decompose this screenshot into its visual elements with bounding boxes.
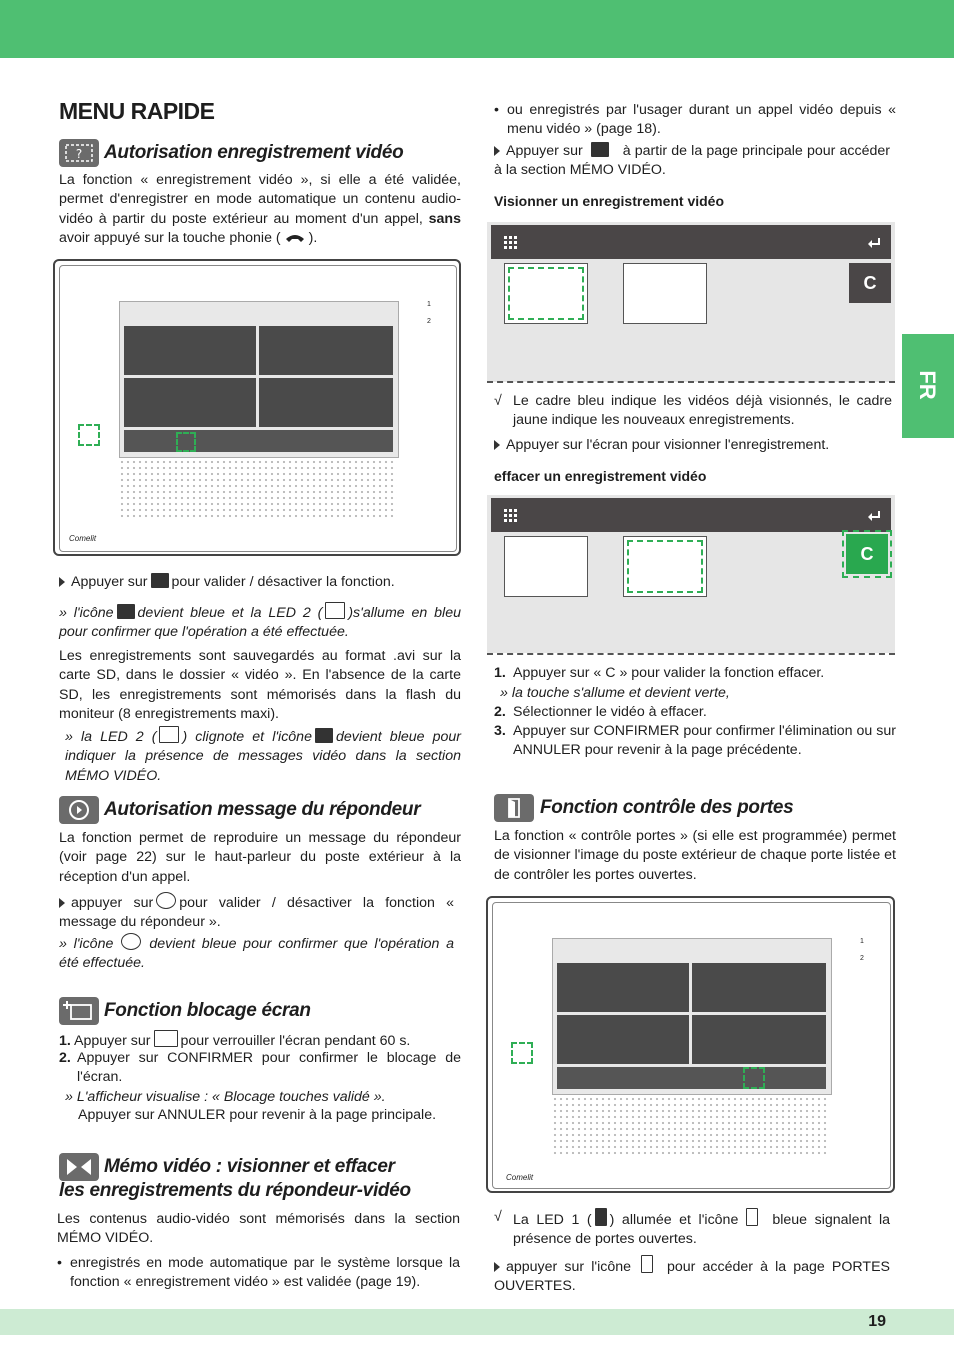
section-heading-lock: Fonction blocage écran [104,1000,311,1021]
grid-icon[interactable] [504,236,518,250]
door-control-icon [494,794,534,822]
view-check: √ Le cadre bleu indique les vidéos déjà visionnés, le cadre jaune indique les nouveaux enregistrements. [494,393,892,429]
video-rec-note-2: » la LED 2 ( ) clignote et l'icône devient bleue pour indiquer la présence de messages vidéo dans la section MÉMO VIDÉO. [65,726,461,786]
delete-step-1-note: » la touche s'allume et devient verte, [500,685,730,701]
memo-step: Appuyer sur à partir de la page principale pour accéder à la section MÉMO VIDÉO. [494,143,890,179]
footer-bar [0,1309,954,1335]
delete-step-1-text: Appuyer sur « C » pour valider la fonction effacer. [513,665,825,681]
led-1-label: 1 [427,301,431,308]
delete-c-button-active[interactable]: C [846,534,888,574]
led-2-label-2: 2 [860,955,864,962]
video-thumb-viewed[interactable] [623,263,707,324]
memo-para: Les contenus audio-vidéo sont mémorisés dans la section MÉMO VIDÉO. [57,1211,460,1247]
language-label: FR [915,370,940,400]
view-topbar [491,225,891,259]
section-heading-doors: Fonction contrôle des portes [540,797,794,818]
video-rec-intro: La fonction « enregistrement vidéo », si elle a été validée, permet d'enregistrer en mode automatique un contenu audio-vidéo à partir du poste extérieur au moment d'un appel, sans avoir appuyé sur la touche phonie ( ). [59,172,461,247]
back-icon-2[interactable] [867,510,881,522]
lock-step-1: 1. Appuyer sur pour verrouiller l'écran pendant 60 s. [59,1030,461,1051]
answering-para: La fonction permet de reproduire un message du répondeur (voir page 22) sur le haut-parleur du poste extérieur à la réception d'un appel. [59,830,461,885]
view-step: Appuyer sur l'écran pour visionner l'enregistrement. [494,436,892,455]
delete-heading: effacer un enregistrement vidéo [494,468,707,484]
lock-note-2: Appuyer sur ANNULER pour revenir à la page principale. [78,1107,437,1123]
section-heading-answering: Autorisation message du répondeur [104,799,421,820]
brand-logo: Comelit [69,534,97,543]
video-record-icon-inline [151,573,169,588]
lock-note: » L'afficheur visualise : « Blocage touches validé ». [65,1089,386,1105]
brand-logo-2: Comelit [506,1173,534,1182]
page-title: MENU RAPIDE [59,98,215,124]
video-rec-para: Les enregistrements sont sauvegardés au format .avi sur la carte SD, dans le dossier « vidéo ». En l'absence de la carte SD, les enregistrements sont mémorisés dans la flash du moniteur (8 enregistrements maxi). [59,648,461,723]
led-2-label: 2 [427,318,431,325]
envelope-icon [325,602,345,619]
section-heading-memo-2: les enregistrements du répondeur-vidéo [59,1180,411,1201]
answering-message-icon [59,796,99,824]
memo-bullet-1: • enregistrés en mode automatique par le système lorsque la fonction « enregistrement vidéo » est validée (page 19). [57,1255,460,1291]
delete-topbar [491,498,891,532]
svg-text:?: ? [75,147,83,161]
lock-step-2-text: Appuyer sur CONFIRMER pour confirmer le blocage de l'écran. [77,1050,461,1086]
video-thumb-1[interactable] [504,536,588,597]
delete-screen [487,495,895,653]
led-1-label-2: 1 [860,938,864,945]
section-heading-memo-1: Mémo vidéo : visionner et effacer [104,1156,395,1177]
monitor-device-1 [53,259,461,556]
delete-step-3: 3. [494,723,506,739]
envelope-icon-2 [159,726,179,743]
answering-icon-inline-2 [121,933,141,950]
screen-lock-icon [59,997,99,1025]
door-icon-inline [746,1208,758,1226]
lock-icon-inline [154,1030,178,1047]
door-icon-inline-2 [641,1255,653,1273]
doors-step: appuyer sur l'icône pour accéder à la page PORTES OUVERTES. [494,1255,890,1297]
view-heading: Visionner un enregistrement vidéo [494,193,725,209]
memo-bullet-2: • ou enregistrés par l'usager durant un appel vidéo depuis « menu vidéo » (page 18). [494,102,896,138]
language-tab [902,334,954,438]
monitor-device-2 [486,896,895,1193]
video-memo-icon-inline-2 [591,142,609,157]
video-memo-icon-inline [315,728,333,743]
doors-para: La fonction « contrôle portes » (si elle est programmée) permet de visionner l'image du poste extérieur de chaque porte listée et de contrôler les portes ouvertes. [494,828,896,883]
answering-note: » l'icône devient bleue pour confirmer que l'opération a été effectuée. [59,933,454,974]
video-record-icon-inline-2 [117,604,135,619]
delete-step-3-text: Appuyer sur CONFIRMER pour confirmer l'élimination ou sur ANNULER pour revenir à la page précédente. [513,723,896,759]
answering-step: appuyer sur pour valider / désactiver la fonction « message du répondeur ». [59,892,454,933]
delete-step-2-text: Sélectionner le vidéo à effacer. [513,704,707,720]
delete-c-button[interactable]: C [849,263,891,303]
answering-icon-inline [156,892,176,909]
phone-icon [284,230,306,245]
video-memo-icon [59,1153,99,1181]
page-number: 19 [868,1313,886,1330]
header-bar [0,0,954,58]
delete-step-1: 1. [494,665,506,681]
video-record-icon [59,139,99,167]
video-rec-note: » l'icône devient bleue et la LED 2 ( )s'allume en bleu pour confirmer que l'opération a été effectuée. [59,602,461,643]
doors-check: √ La LED 1 ( ) allumée et l'icône bleue signalent la présence de portes ouvertes. [494,1209,890,1248]
delete-step-2: 2. [494,704,506,720]
video-rec-step: Appuyer sur pour valider / désactiver la fonction. [59,573,461,592]
led-door-icon [595,1208,607,1226]
lock-step-2: 2. [59,1050,71,1066]
view-screen [487,222,895,382]
back-icon[interactable] [867,237,881,249]
grid-icon-2[interactable] [504,509,518,523]
section-heading-video-rec: Autorisation enregistrement vidéo [104,142,404,163]
